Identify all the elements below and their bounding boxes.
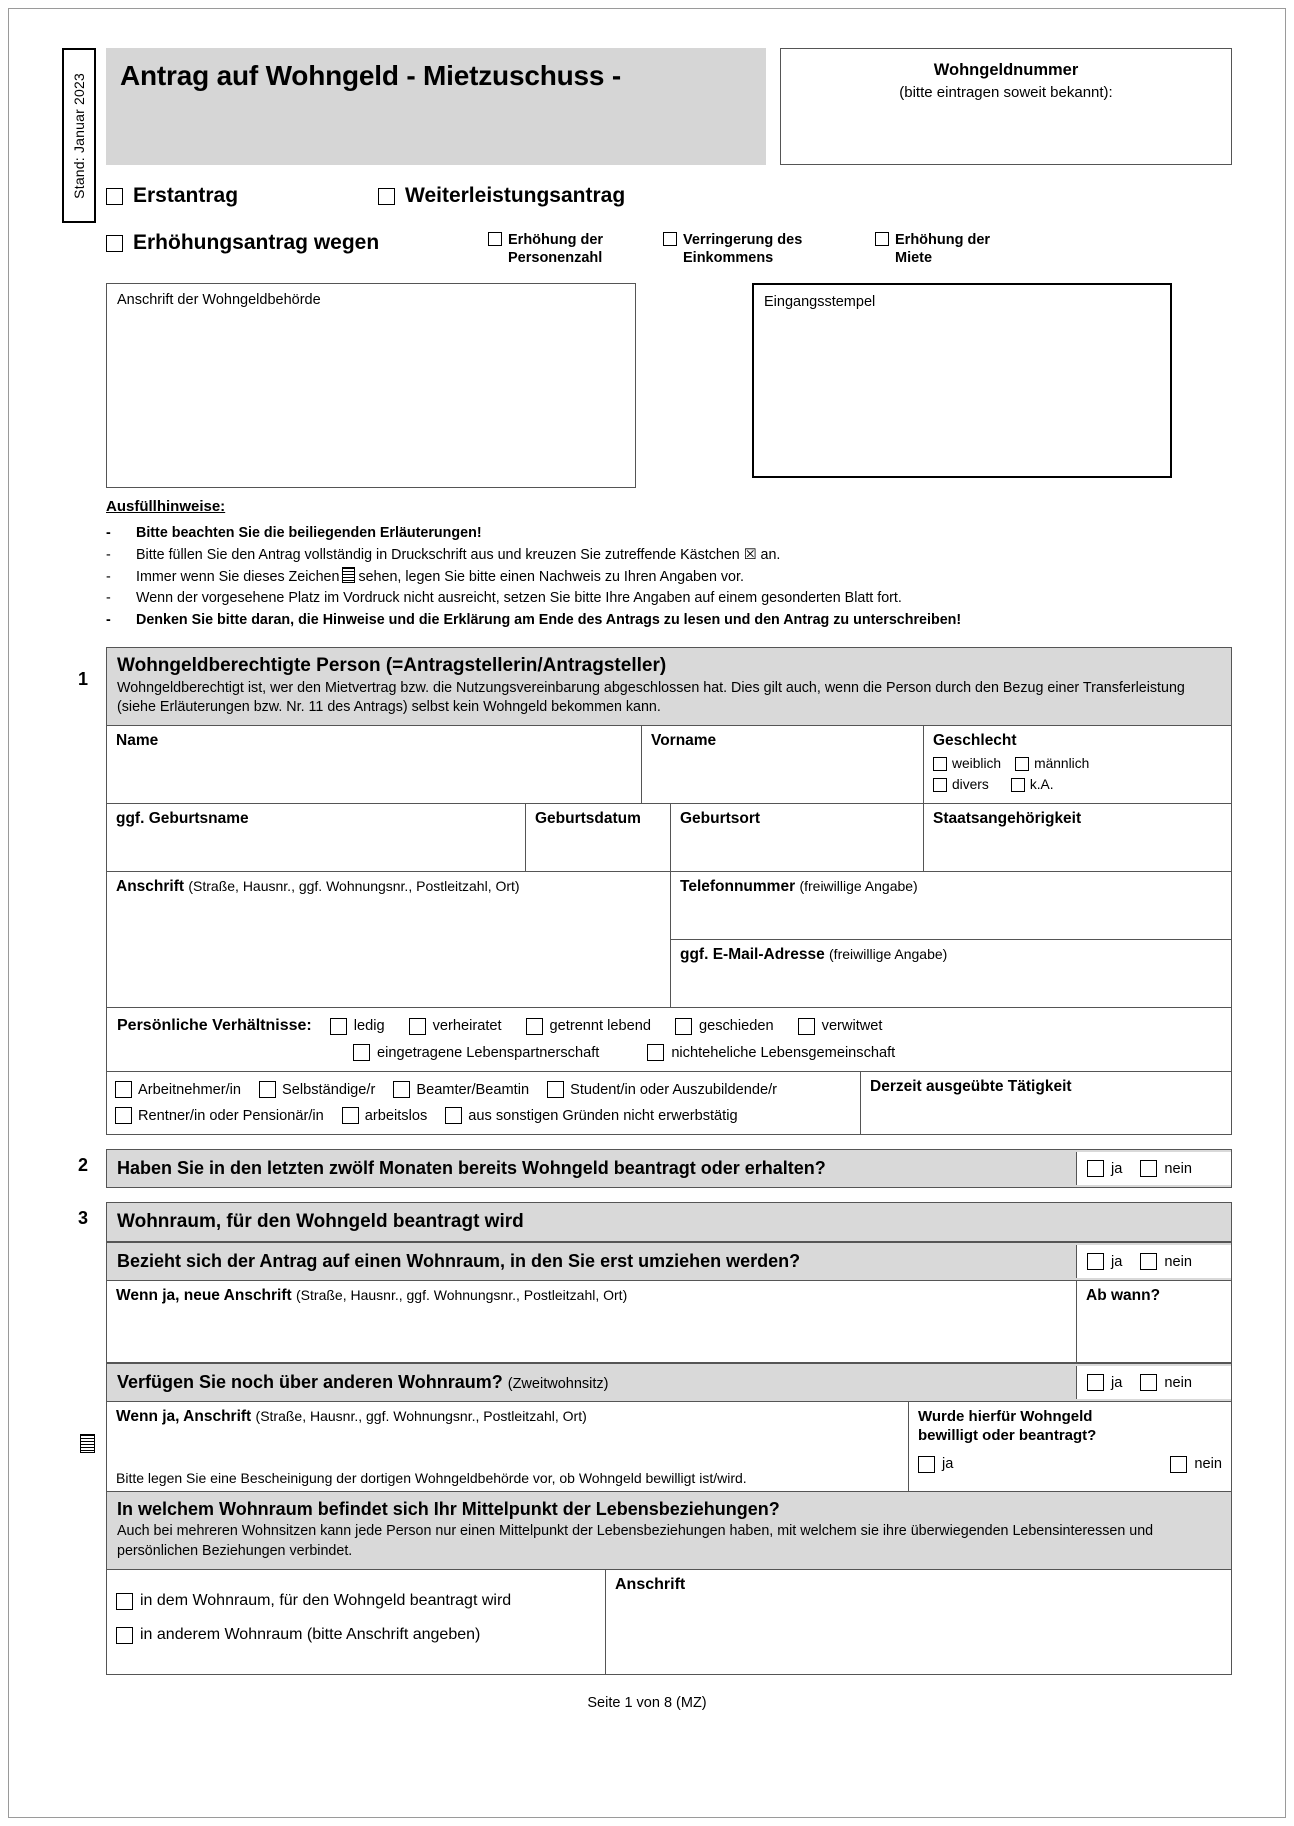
checkbox-box-icon[interactable] <box>675 1018 692 1035</box>
field-label-bold: Telefonnummer <box>680 878 796 896</box>
granted-block <box>909 1402 1232 1492</box>
checkbox-section2-ja[interactable] <box>1087 1160 1122 1177</box>
checkbox-box-icon[interactable] <box>445 1107 462 1124</box>
second-home-question <box>107 1364 1076 1401</box>
field-telefonnummer[interactable] <box>671 872 1232 940</box>
checkbox-label: ledig <box>353 1018 385 1035</box>
checkbox-section2-nein[interactable] <box>1140 1160 1192 1177</box>
instruction-text: Denken Sie bitte daran, die Hinweise und die Erklärung am Ende des Antrags zu lesen und den Antrag zu unterschreiben! <box>136 612 962 629</box>
field-label-note: (Straße, Hausnr., ggf. Wohnungsnr., Postleitzahl, Ort) <box>188 878 520 895</box>
checkbox-geschlecht-weiblich[interactable] <box>933 756 1001 771</box>
checkbox-geschlecht-maennlich[interactable] <box>1015 756 1089 771</box>
field-label-note: (Straße, Hausnr., ggf. Wohnungsnr., Postleitzahl, Ort) <box>296 1287 628 1304</box>
field-geburtsort[interactable] <box>671 804 924 872</box>
page-title: Antrag auf Wohngeld - Mietzuschuss - <box>106 48 766 165</box>
marital-status-block <box>106 1008 1232 1072</box>
checkbox-geschlecht-ka[interactable] <box>1011 777 1054 792</box>
checkbox-label: weiblich <box>952 756 1002 772</box>
instruction-item <box>106 588 1232 609</box>
checkbox-label-line2: Miete <box>895 250 933 267</box>
checkbox-box-icon[interactable] <box>393 1081 410 1098</box>
instruction-item <box>106 523 1232 544</box>
checkbox-arbeitslos[interactable] <box>342 1107 427 1124</box>
checkbox-label-line1: Erhöhung der <box>895 232 991 248</box>
checkbox-box-icon[interactable] <box>663 232 677 246</box>
second-home-question-sub: (Zweitwohnsitz) <box>507 1376 609 1393</box>
wohngeldnummer-hint: (bitte eintragen soweit bekannt): <box>899 84 1113 101</box>
instruction-text-post: sehen, legen Sie bitte einen Nachweis zu Ihren Angaben vor. <box>358 568 744 585</box>
checkbox-student[interactable] <box>547 1081 777 1098</box>
application-type-row <box>106 179 1232 213</box>
wohngeldnummer-label: Wohngeldnummer <box>933 61 1079 79</box>
field-vorname[interactable] <box>642 726 924 804</box>
authority-address-field[interactable] <box>106 283 636 488</box>
field-label: Derzeit ausgeübte Tätigkeit <box>870 1078 1072 1096</box>
checkbox-label: ja <box>1111 1253 1123 1270</box>
section-3-title: Wohnraum, für den Wohngeld beantragt wird <box>117 1211 524 1233</box>
checkbox-box-icon[interactable] <box>1170 1456 1187 1473</box>
granted-label <box>918 1408 1222 1446</box>
filling-instructions <box>106 498 1232 631</box>
bullet-dash-icon: - <box>106 568 111 585</box>
bullet-dash-icon: - <box>106 612 111 629</box>
checkbox-box-icon[interactable] <box>106 235 123 252</box>
field-label-bold: Wenn ja, neue Anschrift <box>116 1287 292 1305</box>
checkbox-box-icon[interactable] <box>1015 757 1029 771</box>
checkbox-label-line1: Erhöhung der <box>508 232 604 248</box>
checkbox-box-icon[interactable] <box>116 1593 133 1610</box>
granted-label-line2: bewilligt oder beantragt? <box>918 1427 1097 1445</box>
contact-row <box>106 872 1232 1008</box>
certificate-note: Bitte legen Sie eine Bescheinigung der dortigen Wohngeldbehörde vor, ob Wohngeld bewilligt ist/wird. <box>116 1470 747 1487</box>
field-label: ggf. Geburtsname <box>116 810 249 828</box>
checkbox-box-icon[interactable] <box>1140 1374 1157 1391</box>
checkbox-label: geschieden <box>698 1018 774 1035</box>
checkbox-label: nein <box>1164 1253 1192 1270</box>
checkbox-label: aus sonstigen Gründen nicht erwerbstätig <box>468 1107 738 1124</box>
field-label: Vorname <box>651 732 717 750</box>
employment-options <box>106 1072 861 1135</box>
checkbox-geschlecht-divers[interactable] <box>933 777 989 792</box>
checkbox-label: Arbeitnehmer/in <box>138 1081 242 1098</box>
checkbox-box-icon[interactable] <box>1087 1160 1104 1177</box>
checkbox-box-icon[interactable] <box>1011 778 1025 792</box>
instruction-text: Bitte füllen Sie den Antrag vollständig in Druckschrift aus und kreuzen Sie zutreffende Kästchen ☒ an. <box>136 546 781 563</box>
section-1-title: Wohngeldberechtigte Person (=Antragstellerin/Antragsteller) <box>117 654 667 676</box>
section-2-question: Haben Sie in den letzten zwölf Monaten bereits Wohngeld beantragt oder erhalten? <box>117 1158 826 1179</box>
section-2-question-band <box>106 1149 1232 1188</box>
bullet-dash-icon: - <box>106 546 111 563</box>
checkbox-label: ja <box>942 1456 954 1473</box>
field-label: Name <box>116 732 159 750</box>
checkbox-label: nein <box>1194 1456 1222 1473</box>
field-geschlecht <box>924 726 1232 804</box>
field-ab-wann[interactable] <box>1077 1281 1232 1363</box>
field-label <box>116 878 520 895</box>
section-3-header <box>106 1202 1232 1242</box>
checkbox-label: nein <box>1164 1374 1192 1391</box>
marital-row-2 <box>117 1044 1221 1061</box>
instruction-text-pre: Immer wenn Sie dieses Zeichen <box>136 568 340 585</box>
checkbox-box-icon[interactable] <box>1140 1253 1157 1270</box>
checkbox-box-icon[interactable] <box>1087 1374 1104 1391</box>
field-label: Staatsangehörigkeit <box>933 810 1082 828</box>
second-home-address-row <box>106 1402 1232 1492</box>
checkbox-beamter[interactable] <box>393 1081 529 1098</box>
instruction-text: Wenn der vorgesehene Platz im Vordruck nicht ausreicht, setzen Sie bitte Ihre Angaben auf einem gesonderten Blatt fort. <box>136 590 902 607</box>
section-1-header <box>106 647 1232 727</box>
name-row <box>106 726 1232 804</box>
checkbox-verwitwet[interactable] <box>798 1018 883 1035</box>
checkbox-label: getrennt lebend <box>549 1018 651 1035</box>
field-neue-anschrift[interactable] <box>106 1281 1077 1363</box>
field-email[interactable] <box>671 940 1232 1008</box>
center-of-life-row <box>106 1570 1232 1675</box>
section-1-intro: Wohngeldberechtigt ist, wer den Mietvertrag bzw. die Nutzungsvereinbarung abgeschlossen hat. Dies gilt auch, wenn die Person durch den Bezug einer Transferleistung (siehe Erläuterungen bzw. Nr. 11 des Antrags) selbst kein Wohngeld bekommen kann. <box>117 679 1185 716</box>
checkbox-box-icon[interactable] <box>547 1081 564 1098</box>
instruction-item <box>106 545 1232 566</box>
checkbox-label-line2: Personenzahl <box>508 250 603 267</box>
checkbox-label: Rentner/in oder Pensionär/in <box>138 1107 324 1124</box>
second-home-question-main: Verfügen Sie noch über anderen Wohnraum? <box>117 1372 503 1393</box>
section-3 <box>78 1202 1232 1675</box>
revision-date-text: Stand: Januar 2023 <box>71 72 87 199</box>
checkbox-bewilligt-ja[interactable] <box>918 1456 953 1473</box>
checkbox-erstantrag[interactable] <box>106 184 378 208</box>
page-footer: Seite 1 von 8 (MZ) <box>587 1695 707 1712</box>
field-label <box>116 1408 587 1425</box>
checkbox-eingetragene-lebenspartnerschaft[interactable] <box>353 1044 599 1061</box>
checkbox-bewilligt-nein[interactable] <box>1170 1456 1222 1473</box>
checkbox-erhoehung-personenzahl[interactable] <box>488 231 663 267</box>
move-question: Bezieht sich der Antrag auf einen Wohnraum, in den Sie erst umziehen werden? <box>117 1251 801 1272</box>
field-label <box>680 878 918 895</box>
checkbox-box-icon[interactable] <box>918 1456 935 1473</box>
checkbox-getrennt-lebend[interactable] <box>526 1018 651 1035</box>
section-number: 3 <box>78 1208 89 1229</box>
checkbox-box-icon[interactable] <box>330 1018 347 1035</box>
field-label: Ab wann? <box>1086 1287 1161 1305</box>
checkbox-nichteheliche-lebensgemeinschaft[interactable] <box>647 1044 895 1061</box>
checkbox-box-icon[interactable] <box>1140 1160 1157 1177</box>
field-label <box>116 1287 627 1304</box>
checkbox-zweitwohnsitz-nein[interactable] <box>1140 1374 1192 1391</box>
checkbox-label: Beamter/Beamtin <box>416 1081 530 1098</box>
field-label-bold: Wenn ja, Anschrift <box>116 1408 252 1426</box>
checkbox-verheiratet[interactable] <box>409 1018 502 1035</box>
checkbox-box-icon[interactable] <box>115 1107 132 1124</box>
section-2 <box>78 1149 1232 1188</box>
field-label: Geschlecht <box>933 732 1017 750</box>
field-zweitwohnsitz-anschrift[interactable] <box>106 1402 909 1492</box>
instructions-title: Ausfüllhinweise: <box>106 498 226 516</box>
checkbox-label: arbeitslos <box>364 1107 428 1124</box>
birth-row <box>106 804 1232 872</box>
checkbox-erhoehung-miete[interactable] <box>875 231 990 267</box>
checkbox-box-icon[interactable] <box>798 1018 815 1035</box>
form-header <box>62 48 1232 267</box>
checkbox-mittelpunkt-anderer-wohnraum[interactable] <box>116 1626 572 1644</box>
field-geburtsname[interactable] <box>106 804 526 872</box>
checkbox-geschieden[interactable] <box>675 1018 774 1035</box>
section-2-answer <box>1076 1152 1231 1185</box>
move-question-band <box>106 1242 1232 1281</box>
marital-row-1 <box>117 1017 1221 1035</box>
checkbox-rentner[interactable] <box>115 1107 324 1124</box>
checkbox-label: Erstantrag <box>133 184 239 207</box>
document-proof-icon <box>342 567 355 583</box>
checkbox-label-line1: Verringerung des <box>683 232 803 248</box>
section-number: 1 <box>78 668 89 689</box>
checkbox-box-icon[interactable] <box>647 1044 664 1061</box>
authority-section <box>106 283 1232 488</box>
checkbox-zweitwohnsitz-ja[interactable] <box>1087 1374 1122 1391</box>
authority-address-label: Anschrift der Wohngeldbehörde <box>117 292 321 309</box>
checkbox-label: ja <box>1111 1374 1123 1391</box>
entry-stamp-label: Eingangsstempel <box>764 294 876 311</box>
checkbox-label: nichteheliche Lebensgemeinschaft <box>671 1044 896 1061</box>
checkbox-label: in anderem Wohnraum (bitte Anschrift angeben) <box>140 1626 481 1644</box>
checkbox-erhoehungsantrag[interactable] <box>106 231 488 255</box>
section-number: 2 <box>78 1155 89 1176</box>
checkbox-box-icon[interactable] <box>488 232 502 246</box>
field-geburtsdatum[interactable] <box>526 804 671 872</box>
checkbox-label-line2: Einkommens <box>683 250 774 267</box>
field-label: Geburtsort <box>680 810 761 828</box>
center-of-life-header <box>106 1492 1232 1570</box>
marital-status-label: Persönliche Verhältnisse: <box>117 1017 312 1035</box>
checkbox-box-icon[interactable] <box>875 232 889 246</box>
checkbox-box-icon[interactable] <box>526 1018 543 1035</box>
checkbox-label: verwitwet <box>821 1018 883 1035</box>
document-proof-icon <box>77 1434 98 1454</box>
section-1 <box>78 647 1232 1136</box>
wohngeldnummer-box[interactable] <box>780 48 1232 165</box>
field-aktuelle-taetigkeit[interactable] <box>861 1072 1232 1135</box>
field-label: Geburtsdatum <box>535 810 641 828</box>
center-of-life-question: In welchem Wohnraum befindet sich Ihr Mittelpunkt der Lebensbeziehungen? <box>117 1499 780 1520</box>
granted-label-line1: Wurde hierfür Wohngeld <box>918 1408 1093 1426</box>
move-answer <box>1076 1245 1231 1278</box>
checkbox-label: verheiratet <box>432 1018 502 1035</box>
checkbox-umzug-ja[interactable] <box>1087 1253 1122 1270</box>
bullet-dash-icon: - <box>106 590 111 607</box>
increase-application-row <box>106 231 1232 267</box>
checkbox-label: eingetragene Lebenspartnerschaft <box>377 1044 600 1061</box>
checkbox-box-icon[interactable] <box>353 1044 370 1061</box>
checkbox-label: ja <box>1111 1160 1123 1177</box>
checkbox-label: männlich <box>1034 756 1090 772</box>
field-mittelpunkt-anschrift[interactable] <box>606 1570 1232 1675</box>
employment-row-2 <box>115 1107 852 1124</box>
checkbox-ledig[interactable] <box>330 1018 385 1035</box>
checkbox-label: Erhöhungsantrag wegen <box>133 231 380 254</box>
instruction-item <box>106 610 1232 631</box>
checkbox-box-icon[interactable] <box>933 778 947 792</box>
checkbox-box-icon[interactable] <box>1087 1253 1104 1270</box>
employment-row <box>106 1072 1232 1135</box>
checkbox-label: nein <box>1164 1160 1192 1177</box>
checkbox-umzug-nein[interactable] <box>1140 1253 1192 1270</box>
revision-date-box <box>62 48 96 223</box>
checkbox-box-icon[interactable] <box>409 1018 426 1035</box>
field-label-bold: ggf. E-Mail-Adresse <box>680 946 825 964</box>
center-of-life-note: Auch bei mehreren Wohnsitzen kann jede Person nur einen Mittelpunkt der Lebensbeziehungen haben, mit welchem sie ihre überwiegenden Lebensinteressen und persönlichen Beziehungen verbindet. <box>117 1523 1154 1559</box>
checkbox-selbstaendige[interactable] <box>259 1081 375 1098</box>
field-label-note: (freiwillige Angabe) <box>829 946 948 963</box>
checkbox-arbeitnehmer[interactable] <box>115 1081 241 1098</box>
field-name[interactable] <box>106 726 642 804</box>
field-label-bold: Anschrift <box>116 878 185 896</box>
checkbox-box-icon[interactable] <box>342 1107 359 1124</box>
field-label-note: (Straße, Hausnr., ggf. Wohnungsnr., Postleitzahl, Ort) <box>255 1408 587 1425</box>
checkbox-box-icon[interactable] <box>259 1081 276 1098</box>
checkbox-weiterleistungsantrag[interactable] <box>378 184 625 208</box>
new-address-row <box>106 1281 1232 1363</box>
checkbox-label: divers <box>952 777 989 793</box>
checkbox-label: Selbständige/r <box>282 1081 376 1098</box>
checkbox-label: k.A. <box>1029 777 1054 793</box>
second-home-question-band <box>106 1363 1232 1402</box>
checkbox-box-icon[interactable] <box>378 188 395 205</box>
field-label-note: (freiwillige Angabe) <box>799 878 918 895</box>
second-home-answer <box>1076 1366 1231 1399</box>
instruction-item <box>106 567 1232 588</box>
field-anschrift[interactable] <box>106 872 671 1008</box>
field-label <box>680 946 947 963</box>
employment-row-1 <box>115 1081 852 1098</box>
checkbox-nicht-erwerbstaetig[interactable] <box>445 1107 737 1124</box>
checkbox-verringerung-einkommens[interactable] <box>663 231 875 267</box>
checkbox-box-icon[interactable] <box>106 188 123 205</box>
field-label: Anschrift <box>615 1576 686 1594</box>
checkbox-label: Weiterleistungsantrag <box>405 184 626 207</box>
bullet-dash-icon: - <box>106 525 111 542</box>
checkbox-label: Student/in oder Auszubildende/r <box>570 1081 777 1098</box>
checkbox-box-icon[interactable] <box>933 757 947 771</box>
field-staatsangehoerigkeit[interactable] <box>924 804 1232 872</box>
center-of-life-options <box>106 1570 606 1675</box>
entry-stamp-box <box>752 283 1172 478</box>
checkbox-box-icon[interactable] <box>116 1627 133 1644</box>
checkbox-mittelpunkt-dieser-wohnraum[interactable] <box>116 1592 572 1610</box>
checkbox-box-icon[interactable] <box>115 1081 132 1098</box>
checkbox-label: in dem Wohnraum, für den Wohngeld beantragt wird <box>140 1592 512 1610</box>
instruction-text: Bitte beachten Sie die beiliegenden Erläuterungen! <box>136 525 482 542</box>
